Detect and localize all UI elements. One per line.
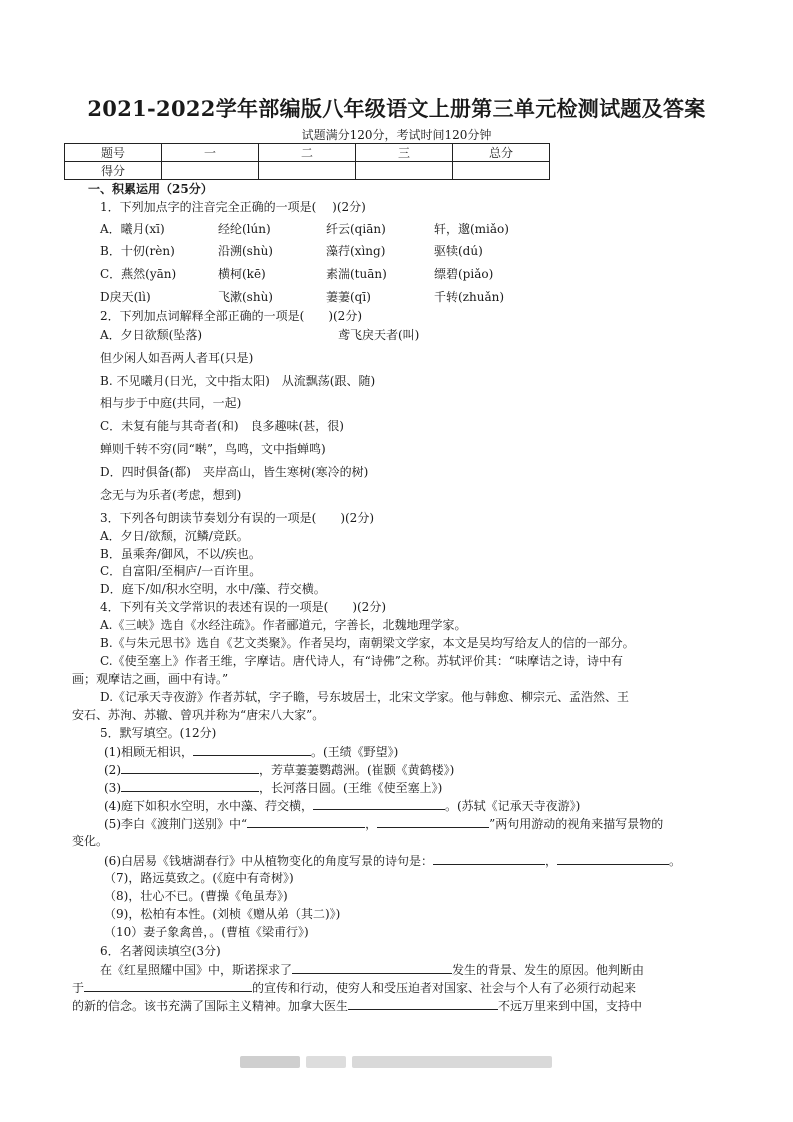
answer-blank[interactable] <box>557 852 669 865</box>
option-line: 鸢飞戾天者(叫) <box>338 328 420 342</box>
fill-line: （7)，路远莫致之。(《庭中有奇树》) <box>104 871 294 885</box>
option-cell: 素湍(tuān) <box>326 267 387 281</box>
question-stem: 6．名著阅读填空(3分) <box>100 944 221 958</box>
option-line: C．自富阳/至桐庐/一百许里。 <box>100 564 262 578</box>
score-table-cell: 三 <box>356 144 453 162</box>
answer-blank[interactable] <box>121 779 259 792</box>
fill-line <box>104 852 681 869</box>
score-table-cell: 总分 <box>453 144 550 162</box>
fill-text: 。(苏轼《记承天寺夜游》) <box>445 799 581 813</box>
option-line: C.《使至塞上》作者王维，字摩诘。唐代诗人，有“诗佛”之称。苏轼评价其：“味摩诘之诗，诗中有 <box>100 654 623 668</box>
fill-line <box>104 797 580 814</box>
option-line: A.《三峡》选自《水经注疏》。作者郦道元，字善长，北魏地理学家。 <box>100 618 467 632</box>
section-heading: 一、积累运用（25分） <box>88 182 213 196</box>
question-stem: 1．下列加点字的注音完全正确的一项是( )(2分) <box>100 200 366 214</box>
fill-line: （9)，松柏有本性。(刘桢《赠从弟（其二)》) <box>104 907 341 921</box>
fill-line <box>72 997 642 1014</box>
answer-blank[interactable] <box>84 979 252 992</box>
exam-subtitle: 试题满分120分，考试时间120分钟 <box>301 128 492 142</box>
fill-line: 变化。 <box>72 834 109 848</box>
fill-text: 。(王绩《野望》) <box>311 745 399 759</box>
option-cell: C．燕然(yān) <box>100 267 177 281</box>
fill-text: 的宣传和行动，使穷人和受压迫者对国家、社会与个人有了必须行动起来 <box>252 981 637 995</box>
fill-line <box>104 779 442 796</box>
blurred-footer-watermark <box>240 1056 300 1068</box>
option-line: B.《与朱元思书》选自《艺文类聚》。作者吴均，南朝梁文学家，本文是吴均写给友人的信的一部分。 <box>100 636 635 650</box>
option-line: D．庭下/如/积水空明，水中/藻、荇交横。 <box>100 582 326 596</box>
question-stem: 4．下列有关文学常识的表述有误的一项是( )(2分) <box>100 600 386 614</box>
option-line: 画；观摩诘之画，画中有诗。” <box>72 672 229 686</box>
option-line: 蝉则千转不穷(同“啭”，鸟鸣，文中指蝉鸣) <box>100 442 326 456</box>
option-cell: D戾天(lì) <box>100 290 151 304</box>
page-title: 2021-2022学年部编版八年级语文上册第三单元检测试题及答案 <box>87 96 706 121</box>
fill-text: 于 <box>72 981 85 995</box>
fill-line <box>104 761 454 778</box>
option-line: 但少闲人如吾两人者耳(只是) <box>100 351 254 365</box>
answer-blank[interactable] <box>121 761 259 774</box>
option-cell: 萋萋(qī) <box>326 290 371 304</box>
answer-blank[interactable] <box>348 997 498 1010</box>
answer-blank[interactable] <box>193 743 311 756</box>
fill-text: ， <box>365 817 378 831</box>
fill-text: ，长河落日圆。(王维《使至塞上》) <box>259 781 443 795</box>
fill-text: 。 <box>669 854 682 868</box>
fill-text: (1)相顾无相识， <box>104 745 193 759</box>
answer-blank[interactable] <box>377 815 489 828</box>
option-cell: 轩，邈(miǎo) <box>434 222 509 236</box>
fill-line <box>72 979 636 996</box>
fill-text: 的新的信念。该书充满了国际主义精神。加拿大医生 <box>72 999 349 1013</box>
fill-text: (3) <box>104 781 121 795</box>
fill-line: （10）妻子象禽兽，。(曹植《梁甫行》) <box>104 925 309 939</box>
fill-text: (5)李白《渡荆门送别》中“ <box>104 817 248 831</box>
fill-line: （8)，壮心不已。(曹操《龟虽寿》) <box>104 889 288 903</box>
score-table-cell: 一 <box>162 144 259 162</box>
option-cell: 飞漱(shù) <box>218 290 273 304</box>
question-stem: 3．下列各句朗读节奏划分有误的一项是( )(2分) <box>100 511 374 525</box>
option-cell: 千转(zhuǎn) <box>434 290 505 304</box>
answer-blank[interactable] <box>247 815 365 828</box>
answer-blank[interactable] <box>313 797 445 810</box>
question-stem: 5．默写填空。(12分) <box>100 726 217 740</box>
option-cell: 纤云(qiān) <box>326 222 386 236</box>
option-line: D．四时俱备(都) 夹岸高山，皆生寒树(寒冷的树) <box>100 465 369 479</box>
fill-text: 在《红星照耀中国》中，斯诺探求了 <box>100 963 293 977</box>
fill-text: 不远万里来到中国，支持中 <box>498 999 643 1013</box>
option-line: C．未复有能与其奇者(和) 良多趣味(甚，很) <box>100 419 344 433</box>
option-cell: B．十仞(rèn) <box>100 244 175 258</box>
fill-text: (2) <box>104 763 121 777</box>
score-table-header-row <box>65 144 550 162</box>
score-table <box>64 143 550 180</box>
score-input-cell[interactable] <box>259 162 356 180</box>
option-cell: 沿溯(shù) <box>218 244 273 258</box>
option-cell: 经纶(lún) <box>218 222 271 236</box>
score-table-cell: 题号 <box>65 144 162 162</box>
fill-text: (4)庭下如积水空明，水中藻、荇交横， <box>104 799 313 813</box>
option-line: A．夕日/欲颓，沉鳞/竞跃。 <box>100 529 249 543</box>
fill-text: (6)白居易《钱塘湖春行》中从植物变化的角度写景的诗句是： <box>104 854 434 868</box>
fill-line <box>104 743 398 760</box>
option-line: B．虽乘奔/御风，不以/疾也。 <box>100 547 261 561</box>
option-cell: A．曦月(xī) <box>100 222 165 236</box>
option-line: B. 不见曦月(日光，文中指太阳) 从流飘荡(跟、随) <box>100 374 376 388</box>
option-cell: 藻荇(xìng) <box>326 244 386 258</box>
answer-blank[interactable] <box>292 961 452 974</box>
answer-blank[interactable] <box>433 852 545 865</box>
fill-text: ”两句用游动的视角来描写景物的 <box>489 817 664 831</box>
option-line: 安石、苏洵、苏辙、曾巩并称为“唐宋八大家”。 <box>72 708 325 722</box>
question-stem: 2．下列加点词解释全部正确的一项是( )(2分) <box>100 309 362 323</box>
score-table-cell: 得分 <box>65 162 162 180</box>
score-input-cell[interactable] <box>162 162 259 180</box>
fill-text: ， <box>545 854 558 868</box>
score-table-cell: 二 <box>259 144 356 162</box>
score-input-cell[interactable] <box>356 162 453 180</box>
option-cell: 横柯(kē) <box>218 267 266 281</box>
fill-text: 发生的背景、发生的原因。他判断由 <box>452 963 645 977</box>
option-line: D.《记承天寺夜游》作者苏轼，字子瞻，号东坡居士，北宋文学家。他与韩愈、柳宗元、孟浩然、王 <box>100 690 630 704</box>
blurred-footer-watermark <box>306 1056 346 1068</box>
fill-text: ，芳草萋萋鹦鹉洲。(崔颢《黄鹤楼》) <box>259 763 455 777</box>
fill-line <box>104 815 663 832</box>
blurred-footer-watermark <box>352 1056 552 1068</box>
fill-line <box>100 961 644 978</box>
score-table-score-row <box>65 162 550 180</box>
score-input-cell[interactable] <box>453 162 550 180</box>
option-line: 念无与为乐者(考虑，想到) <box>100 488 242 502</box>
option-line: 相与步于中庭(共同，一起) <box>100 396 242 410</box>
option-cell: 驱犊(dú) <box>434 244 483 258</box>
option-line: A．夕日欲颓(坠落) <box>100 328 203 342</box>
option-cell: 缥碧(piǎo) <box>434 267 494 281</box>
